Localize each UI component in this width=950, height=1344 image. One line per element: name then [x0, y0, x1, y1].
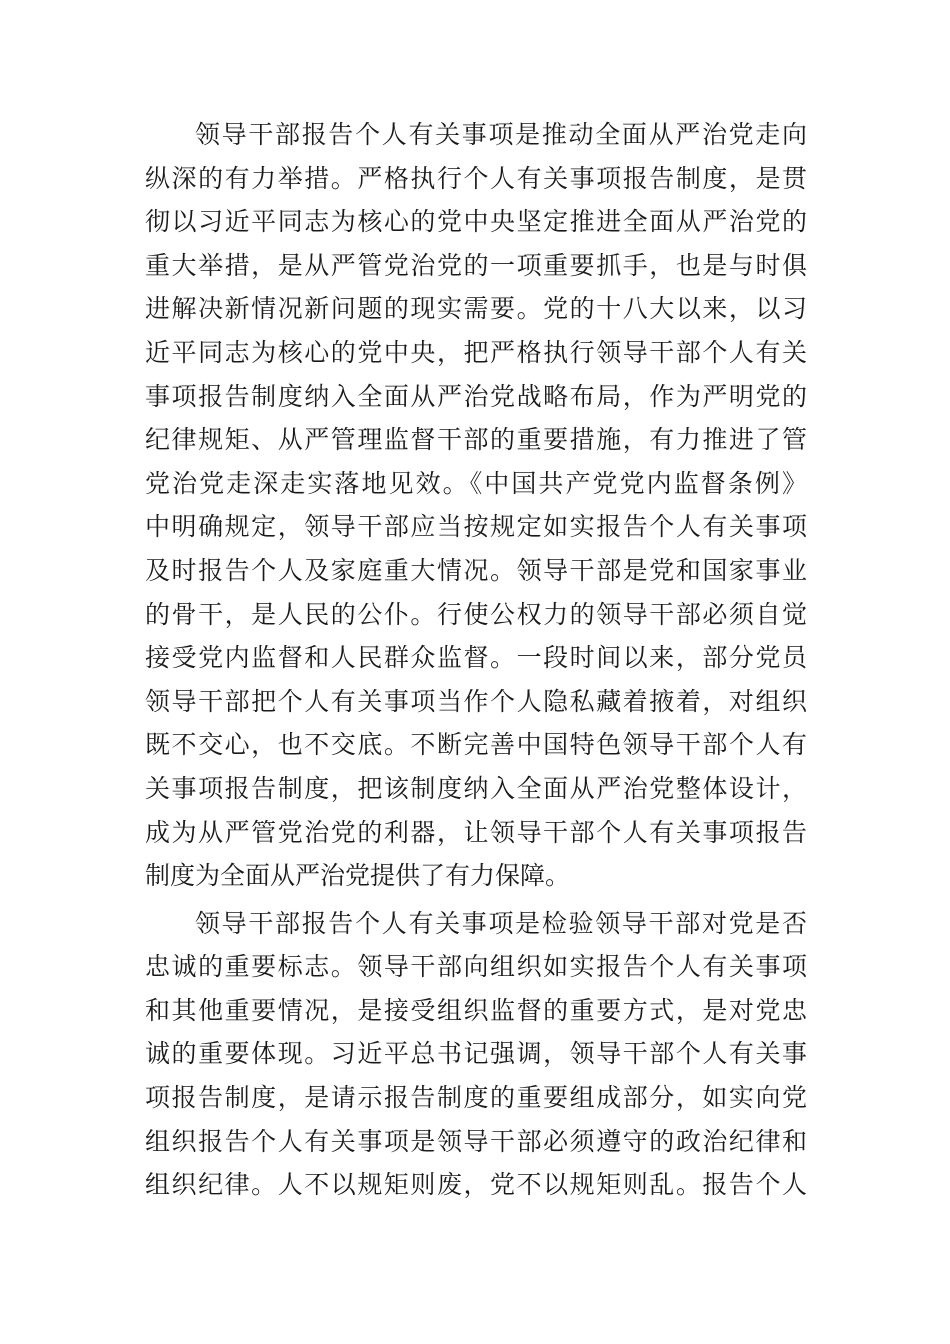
- text-line: 及时报告个人及家庭重大情况。领导干部是党和国家事业: [145, 555, 807, 585]
- text-line: 中明确规定，领导干部应当按规定如实报告个人有关事项: [145, 512, 807, 542]
- document-body: [145, 113, 807, 1207]
- text-line: 领导干部报告个人有关事项是推动全面从严治党走向: [195, 120, 807, 149]
- text-line: 忠诚的重要标志。领导干部向组织如实报告个人有关事项: [145, 952, 807, 982]
- text-line: 关事项报告制度，把该制度纳入全面从严治党整体设计，: [145, 773, 807, 803]
- text-line: 诚的重要体现。习近平总书记强调，领导干部个人有关事: [145, 1039, 807, 1069]
- text-line: 的骨干，是人民的公仆。行使公权力的领导干部必须自觉: [145, 599, 807, 629]
- text-line: 纵深的有力举措。严格执行个人有关事项报告制度，是贯: [145, 163, 807, 193]
- text-line: 既不交心，也不交底。不断完善中国特色领导干部个人有: [145, 730, 807, 760]
- text-line: 组织纪律。人不以规矩则废，党不以规矩则乱。报告个人: [145, 1170, 807, 1200]
- text-line: 和其他重要情况，是接受组织监督的重要方式，是对党忠: [145, 995, 807, 1025]
- text-line: 项报告制度，是请示报告制度的重要组成部分，如实向党: [145, 1083, 807, 1113]
- text-line: 党治党走深走实落地见效。《中国共产党党内监督条例》: [145, 468, 807, 498]
- text-line: 成为从严管党治党的利器，让领导干部个人有关事项报告: [145, 817, 807, 847]
- text-line: 领导干部报告个人有关事项是检验领导干部对党是否: [195, 908, 807, 938]
- text-line: 制度为全面从严治党提供了有力保障。: [145, 861, 571, 891]
- text-line: 接受党内监督和人民群众监督。一段时间以来，部分党员: [145, 643, 807, 673]
- text-line: 重大举措，是从严管党治党的一项重要抓手，也是与时俱: [145, 250, 807, 280]
- text-line: 纪律规矩、从严管理监督干部的重要措施，有力推进了管: [145, 425, 807, 455]
- paragraph-1: [145, 113, 807, 898]
- text-line: 组织报告个人有关事项是领导干部必须遵守的政治纪律和: [145, 1126, 807, 1156]
- paragraph-2: [145, 902, 807, 1207]
- text-line: 彻以习近平同志为核心的党中央坚定推进全面从严治党的: [145, 207, 807, 237]
- text-line: 近平同志为核心的党中央，把严格执行领导干部个人有关: [145, 337, 807, 367]
- text-line: 进解决新情况新问题的现实需要。党的十八大以来，以习: [145, 294, 807, 324]
- text-line: 领导干部把个人有关事项当作个人隐私藏着掖着，对组织: [145, 686, 807, 716]
- text-line: 事项报告制度纳入全面从严治党战略布局，作为严明党的: [145, 381, 807, 411]
